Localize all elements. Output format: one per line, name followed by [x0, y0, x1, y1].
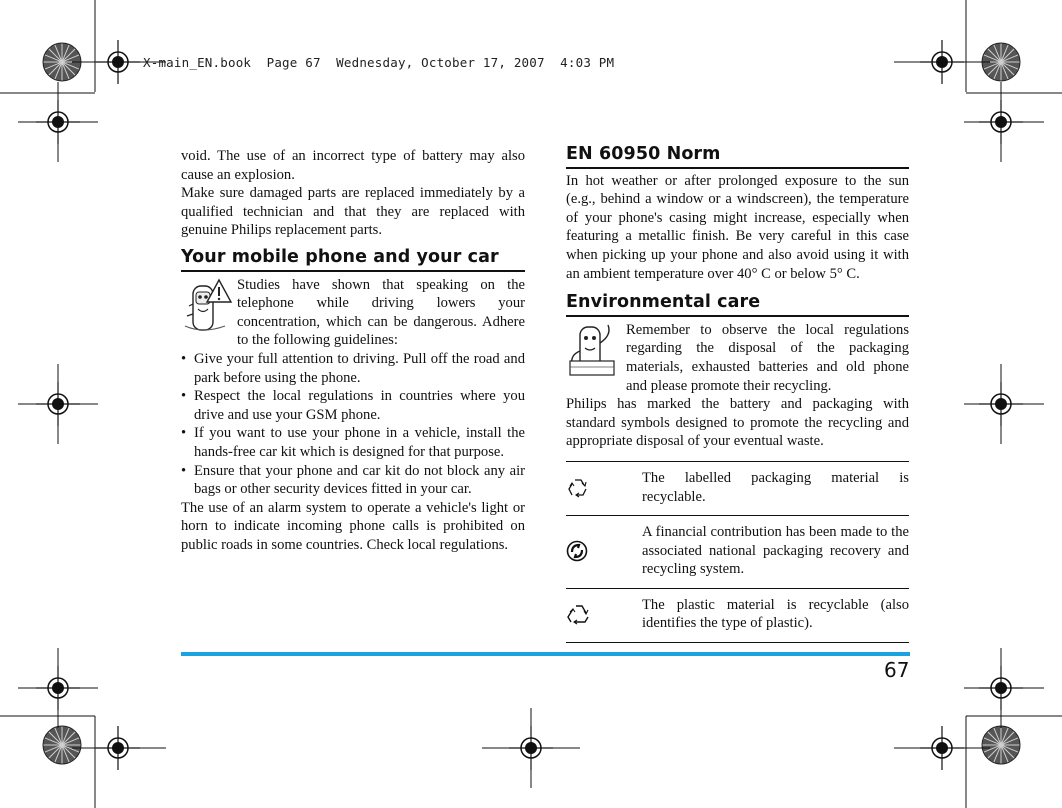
recycling-symbols-table	[566, 461, 909, 643]
environment-body: Philips has marked the battery and packaging with standard symbols designed to promote the recycling and appropriate disposal of your eventual waste.	[566, 396, 909, 450]
recycling-phone-icon	[566, 321, 626, 381]
table-row	[566, 516, 909, 589]
green-dot-icon	[566, 523, 642, 579]
environment-intro-text: Remember to observe the local regulations regarding the disposal of the packaging materials, exhausted batteries and old phone and please promote their recycling.	[626, 321, 909, 394]
section-title-car: Your mobile phone and your car	[181, 248, 525, 272]
recycle-arrows-icon	[566, 469, 642, 506]
environment-block	[566, 321, 909, 395]
table-row	[566, 589, 909, 643]
norm-body: In hot weather or after prolonged exposure to the sun (e.g., behind a window or a windscreen), the temperature of your phone's casing might increase, especially when featuring a metallic finish. Be very careful in this case when picking up your phone and also avoid using it with an ambient temperature over 40° C or below 5° C.	[566, 172, 909, 282]
list-item: • Give your full attention to driving. Pull off the road and park before using the phone.	[181, 350, 525, 387]
car-guidelines-list	[181, 350, 525, 499]
warning-phone-icon	[181, 276, 237, 336]
symbol-description: The labelled packaging material is recyclable.	[642, 469, 909, 505]
registration-star-bottom-right	[982, 726, 1020, 764]
right-column	[566, 144, 909, 643]
footer-rule	[181, 652, 910, 656]
car-closing-paragraph: The use of an alarm system to operate a vehicle's light or horn to indicate incoming phone calls is prohibited on public roads in some countries. Check local regulations.	[181, 499, 525, 553]
section-title-norm: EN 60950 Norm	[566, 145, 909, 169]
list-item: • Respect the local regulations in countries where you drive and use your GSM phone.	[181, 387, 525, 424]
intro-paragraph-2: Make sure damaged parts are replaced immediately by a qualified technician and that they are replaced with genuine Philips replacement parts.	[181, 185, 525, 239]
section-title-environment: Environmental care	[566, 293, 909, 317]
plastic-recycle-icon	[566, 596, 642, 633]
symbol-description: The plastic material is recyclable (also identifies the type of plastic).	[642, 596, 909, 632]
car-warning-block	[181, 276, 525, 350]
intro-paragraph-1: void. The use of an incorrect type of battery may also cause an explosion.	[181, 148, 525, 183]
car-intro-text: Studies have shown that speaking on the telephone while driving lowers your concentration, which can be dangerous. Adhere to the following guidelines:	[237, 276, 525, 349]
book-header-info: X-main_EN.book Page 67 Wednesday, October 17, 2007 4:03 PM	[143, 55, 615, 70]
page-number: 67	[884, 658, 910, 682]
list-item: • Ensure that your phone and car kit do not block any air bags or other security devices fitted in your car.	[181, 462, 525, 499]
table-row	[566, 462, 909, 516]
registration-star-bottom-left	[43, 726, 81, 764]
left-column	[181, 147, 525, 554]
symbol-description: A financial contribution has been made to the associated national packaging recovery and recycling system.	[642, 524, 909, 578]
list-item: • If you want to use your phone in a vehicle, install the hands-free car kit which is designed for that purpose.	[181, 424, 525, 461]
